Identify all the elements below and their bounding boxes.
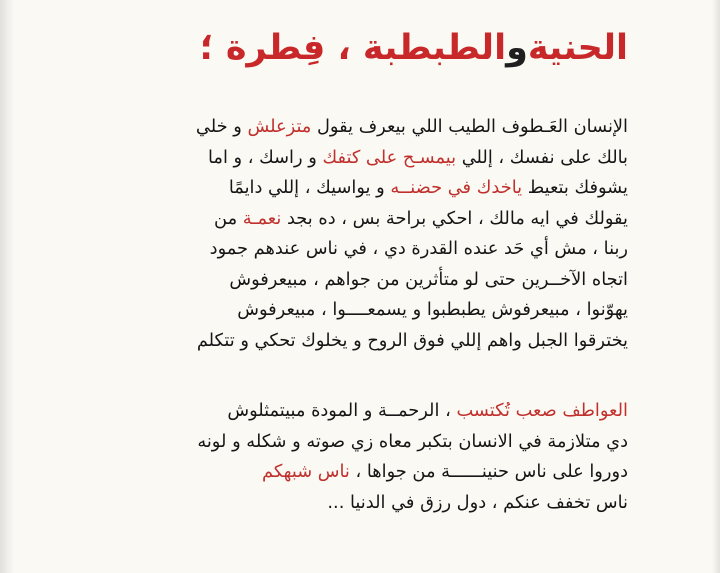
- highlight-text: ياخدك في حضنــه: [390, 177, 523, 198]
- title-part-1: الحنية: [527, 28, 628, 68]
- line-text: يهوّنوا ، مبيعرفوش يطبطبوا و يسمعــــوا ، مبيعرفوش: [237, 299, 628, 320]
- line-text: ناس تخفف عنكم ، دول رزق في الدنيا ...: [327, 491, 628, 513]
- paragraph-2: [58, 396, 628, 518]
- line-text: دوروا على ناس حنينــــــة من جواها ،: [349, 461, 628, 482]
- line-text: يخترقوا الجبل واهم إللي فوق الروح و يخلوك تحكي و تتكلم: [196, 329, 628, 351]
- line-text: و خلي: [195, 116, 248, 137]
- line-text: يقولك في ايه مالك ، احكي براحة بس ، ده بجد: [281, 207, 628, 229]
- line-text: يشوفك بتعيط: [522, 177, 628, 198]
- line-text: و راسك ، و اما: [208, 146, 323, 168]
- text-line: [58, 173, 628, 204]
- line-text: من: [214, 207, 243, 229]
- title-part-3: الطبطبة ، فِطرة ؛: [199, 28, 507, 68]
- highlight-text: العواطف صعب تُكتسب: [456, 400, 628, 421]
- line-text: ، الرحمــة و المودة مبيتمثلوش: [227, 400, 457, 421]
- highlight-text: بيمسـح على كتفك: [322, 146, 457, 168]
- text-line: [58, 234, 628, 265]
- text-line: [58, 427, 628, 458]
- page-title: [200, 22, 628, 74]
- line-text: بالك على نفسك ، إللي: [456, 146, 628, 168]
- text-line: [58, 326, 628, 357]
- text-line: [58, 265, 628, 296]
- paragraph-1: [58, 112, 628, 356]
- page-edge-right: [712, 0, 720, 573]
- text-line: [58, 112, 628, 143]
- line-text: و يواسيك ، إللي دايمًا: [228, 177, 391, 198]
- page-edge-left: [0, 0, 14, 573]
- title-part-2: و: [506, 28, 528, 68]
- line-text: اتجاه الآخــرين حتى لو متأثرين من جواهم ، مبيعرفوش: [229, 268, 628, 290]
- text-line: [58, 488, 628, 519]
- line-text: الإنسان العَـطوف الطيب اللي بيعرف يقول: [311, 116, 628, 137]
- line-text: دي متلازمة في الانسان بتكبر معاه زي صوته و شكله و لونه: [197, 430, 628, 452]
- text-line: [58, 396, 628, 427]
- highlight-text: نعمـة: [242, 207, 282, 229]
- highlight-text: متزعلش: [247, 116, 312, 137]
- highlight-text: ناس شبهكم: [261, 461, 350, 482]
- text-line: [58, 295, 628, 326]
- text-line: [58, 143, 628, 174]
- text-line: [58, 457, 628, 488]
- line-text: ربنا ، مش أي حَد عنده القدرة دي ، في ناس عندهم جمود: [209, 238, 628, 259]
- text-line: [58, 204, 628, 235]
